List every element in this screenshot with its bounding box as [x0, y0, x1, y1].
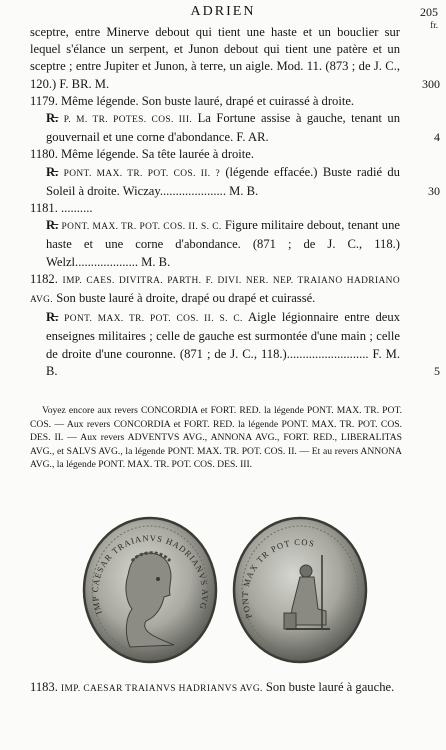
- entry-text: Même légende. Sa tête laurée à droite.: [61, 147, 255, 162]
- entry-number: 1181.: [30, 201, 58, 216]
- entry-1181: [30, 200, 400, 217]
- entry-text: Même légende. Son buste lauré, drapé et cuirassé à droite.: [61, 93, 355, 108]
- entry-price: 5: [434, 363, 440, 378]
- entry-1182: [30, 271, 400, 309]
- entry-text: (légende effacée.) Buste radié du Soleil à droite. Wiczay..................... M. B.: [46, 164, 400, 198]
- entry-text: Son buste lauré à droite, drapé ou drapé et cuirassé.: [56, 291, 316, 306]
- coin-obverse-legend: IMP CAESAR TRAIANVS HADRIANVS AVG: [89, 532, 211, 616]
- entry-text: Aigle légionnaire entre deux enseignes militaires ; celle de gauche est surmontée d'une main ; celle de droite d'une couronne. (871 ; de J. C., 118.).......................... F. M. B.: [46, 310, 400, 378]
- entry-price: 30: [428, 183, 440, 198]
- entry-price: 4: [434, 130, 440, 145]
- reverse-symbol: R̶.: [46, 218, 59, 233]
- entry-1180: [30, 146, 400, 163]
- price-unit: fr.: [430, 20, 438, 30]
- see-also-text: Voyez encore aux revers CONCORDIA et FORT. RED. la légende PONT. MAX. TR. POT. COS. — Aux revers CONCORDIA et FORT. RED. la légende PONT. MAX. TR. POT. COS. DES. II. — Aux revers ADVENTVS AVG., ANNONA AVG., FORT. RED., LIBERALITAS AVG., et SALVS AVG., la légende PONT. MAX. TR. POT. COS. II. — Et au revers ANNONA AVG., la légende PONT. MAX. TR. POT. COS. DES. III.: [30, 405, 402, 471]
- see-also-note: [30, 404, 402, 472]
- reverse-symbol: R̶.: [46, 310, 59, 325]
- reverse-symbol: R̶.: [46, 164, 59, 179]
- entry-number: 1180.: [30, 147, 58, 162]
- coin-reverse-legend: PONT MAX TR POT COS: [239, 536, 317, 620]
- entry-1179-reverse: [30, 110, 440, 146]
- coin-legend: IMP. CAES. DIVITRA. PARTH. F. DIVI. NER. NEP. TRAIANO HADRIANO AVG.: [30, 275, 400, 306]
- coin-legend: PONT. MAX. TR. POT. COS. II. S. C.: [61, 222, 222, 233]
- entry-number: 1179.: [30, 93, 58, 108]
- entry-1179: [30, 93, 400, 110]
- coin-legend: P. M. TR. POTES. COS. III.: [63, 115, 193, 126]
- running-head: ADRIEN: [190, 4, 256, 19]
- entry-number: 1182.: [30, 271, 58, 286]
- coin-legend: PONT. MAX. TR. POT. COS. II. S. C.: [64, 314, 243, 325]
- entry-1180-reverse: [30, 164, 440, 200]
- entry-1183: [30, 679, 410, 698]
- entry-text: sceptre, entre Minerve debout qui tient une haste et un bouclier sur lequel s'élance un serpent, et Junon debout qui tient une patère et un sceptre ; entre Jupiter et Junon, à terre, un aigle. Mod. 11. (873 ; de J. C., 120.) F. BR. M.: [30, 25, 400, 91]
- entry-number: 1183.: [30, 680, 58, 694]
- entry-1181-reverse: [30, 217, 400, 271]
- reverse-symbol: R̶.: [46, 111, 59, 126]
- coin-legend: IMP. CAESAR TRAIANVS HADRIANVS AVG.: [61, 684, 263, 694]
- entry-text: La Fortune assise à gauche, tenant un gouvernail et une corne d'abondance. F. AR.: [46, 111, 400, 145]
- entry-text: Figure militaire debout, tenant une haste et une corne d'abondance. (871 ; de J. C., 118.) Welzl.................... M. B.: [46, 218, 400, 269]
- page-number: [420, 6, 438, 32]
- entry-1182-reverse: [30, 309, 440, 380]
- coin-obverse-image: [80, 513, 220, 667]
- entry-text: Son buste lauré à gauche.: [265, 680, 395, 694]
- entry-text: ..........: [61, 201, 93, 216]
- coin-illustration: [80, 513, 370, 667]
- entry-price: 300: [422, 76, 440, 91]
- coin-reverse-image: [230, 513, 370, 667]
- coin-legend: PONT. MAX. TR. POT. COS. II. ?: [63, 168, 221, 179]
- page-number-value: 205: [420, 5, 438, 19]
